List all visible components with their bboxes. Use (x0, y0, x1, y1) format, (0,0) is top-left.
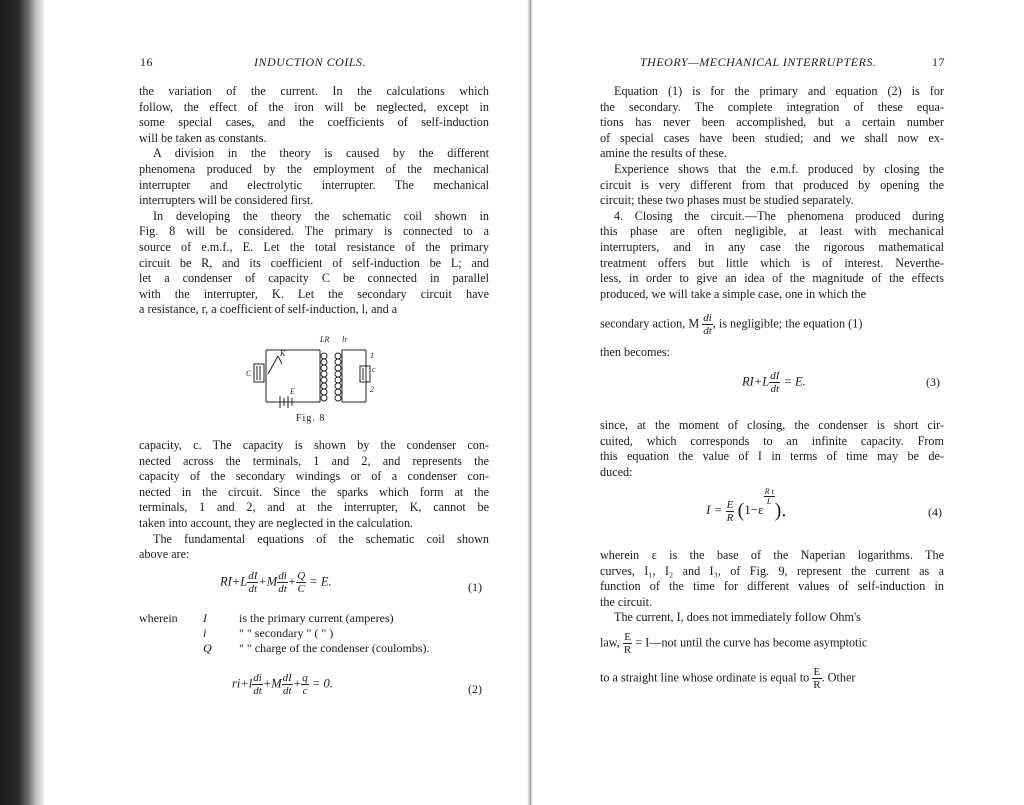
text-line: interrupter and electrolytic interrupter. The mechanical (139, 177, 489, 192)
text-line: In developing the theory the schematic coil shown in (153, 208, 489, 223)
equation-1-number: (1) (468, 580, 482, 594)
text-line: the circuit. (600, 594, 653, 609)
text-line: a resistance, r, a coefficient of self-induction, l, and a (139, 302, 398, 317)
text-line: nected across the terminals, 1 and 2, and represents the (139, 453, 489, 468)
text-line: let a condenser of capacity C be connected in parallel (139, 271, 489, 286)
text-line: wherein ε is the base of the Naperian logarithms. The (600, 548, 944, 562)
right-page-number: 17 (932, 55, 945, 69)
text-line: source of e.m.f., E. Let the total resistance of the primary (139, 239, 489, 254)
left-paragraph-block-1 (139, 84, 489, 318)
text-line: above are: (139, 547, 190, 562)
text-line: function of the time for different values of self-induction in (600, 579, 944, 594)
fig-label-C: C (246, 369, 252, 378)
text-line: interrupters will be considered first. (139, 193, 314, 208)
fig-label-E: E (290, 387, 295, 396)
figure-8-caption: Fig. 8 (296, 413, 326, 424)
last-line: to a straight line whose ordinate is equal to $\frac{E}{R}$ . Other (600, 666, 856, 691)
figure-8-schematic (246, 334, 396, 410)
text-line: Experience shows that the e.m.f. produced by closing the (614, 161, 944, 176)
text-line: The current, I, does not immediately follow Ohm's (614, 610, 861, 625)
text-line: less, in order to give an idea of the magnitude of the effects (600, 271, 944, 286)
text-line: the variation of the current. In the calculations which (139, 84, 489, 98)
text-line: treatment offers but little which is of interest. Neverthe- (600, 255, 944, 270)
equation-2: ri+l $\frac{di}{dt}$ +M $\frac{dI}{dt}$ + $\frac{q}{c}$ = 0. (232, 672, 333, 697)
definition-row: i " " secondary " ( " ) (203, 626, 334, 640)
text-line: since, at the moment of closing, the condenser is short cir- (600, 418, 944, 432)
law-line: law, $\frac{E}{R}$ = I—not until the curve has become asymptotic (600, 631, 868, 656)
text-line: with the interrupter, K. Let the secondary circuit have (139, 286, 489, 301)
fig-label-K: K (280, 349, 286, 358)
text-line: this phase are often negligible, at least with mechanical (600, 224, 944, 239)
text-line: circuit be R, and its coefficient of self-induction be L; and (139, 255, 489, 270)
text-line: The fundamental equations of the schematic coil shown (153, 531, 489, 546)
text-line: Equation (1) is for the primary and equation (2) is for (614, 84, 944, 98)
text-line: Fig. 8 will be considered. The primary is connected to a (139, 224, 489, 239)
fig-label-c: c (372, 365, 376, 374)
equation-4: I = $\frac{E}{R}$ (1−ε $^{\frac{\text{R t}}{L}}$ ). (706, 487, 787, 524)
definition-row: Q " " charge of the condenser (coulombs). (203, 641, 430, 655)
equation-3: RI+L $\frac{dI}{dt}$ = E. (742, 370, 806, 395)
text-line: some special cases, and the coefficients of self-induction (139, 115, 489, 130)
text-line: curves, I₁, I₂ and I₃, of Fig. 9, represent the current as a (600, 563, 944, 578)
text-line: terminals, 1 and 2, and at the interrupter, K, cannot be (139, 500, 489, 515)
text-line: 4. Closing the circuit.—The phenomena produced during (614, 208, 944, 223)
equation-2-number: (2) (468, 682, 482, 696)
right-paragraph-block-1 (600, 84, 944, 302)
fig-label-1: 1 (370, 351, 374, 360)
text-line: circuit; these two phases must be studied separately. (600, 193, 854, 208)
secondary-action-line: secondary action, M $\frac{di}{dt}$ , is negligible; the equation (1) (600, 312, 863, 337)
fig-label-LR: LR (320, 335, 330, 344)
left-page-number: 16 (140, 55, 153, 69)
left-paragraph-block-2 (139, 438, 489, 563)
right-page (533, 0, 1024, 805)
right-paragraph-block-2 (600, 418, 944, 480)
text-line: capacity, c. The capacity is shown by the condenser con- (139, 438, 489, 452)
text-line: produced, we will take a simple case, one in which the (600, 286, 867, 301)
text-line: follow, the effect of the iron will be neglected, except in (139, 99, 489, 114)
fig-label-lr: lr (342, 335, 348, 344)
text-line: capacity of the secondary windings or of a condenser con- (139, 469, 489, 484)
text-line: of special cases have been studied; and we shall now ex- (600, 130, 944, 145)
equation-3-number: (3) (926, 375, 940, 389)
right-running-head: THEORY—MECHANICAL INTERRUPTERS. (640, 55, 877, 69)
equation-4-number: (4) (928, 505, 942, 519)
text-line: interrupters, and in any case the rigorous mathematical (600, 239, 944, 254)
text-line: duced: (600, 464, 633, 479)
text-line: cuited, which corresponds to an infinite capacity. From (600, 433, 944, 448)
text-line: will be taken as constants. (139, 130, 267, 145)
text-line: the secondary. The complete integration of these equa- (600, 99, 944, 114)
left-running-head: INDUCTION COILS. (254, 55, 367, 69)
equation-1: RI+L $\frac{dI}{dt}$ +M $\frac{di}{dt}$ + $\frac{Q}{C}$ = E. (220, 570, 332, 595)
definition-row: I is the primary current (amperes) (203, 611, 394, 625)
fig-label-2: 2 (370, 385, 374, 394)
right-paragraph-block-3 (600, 548, 944, 626)
then-becomes: then becomes: (600, 345, 671, 359)
text-line: nected in the circuit. Since the sparks which form at the (139, 484, 489, 499)
text-line: circuit is very different from that produced by opening the (600, 177, 944, 192)
text-line: A division in the theory is caused by the different (153, 146, 489, 161)
text-line: amine the results of these. (600, 146, 727, 161)
text-line: taken into account, they are neglected in the calculation. (139, 515, 414, 530)
text-line: tions has never been accomplished, but a certain number (600, 115, 944, 130)
text-line: this equation the value of I in terms of time may be de- (600, 449, 944, 464)
definitions-wherein: wherein (139, 611, 178, 625)
text-line: phenomena produced by the employment of the mechanical (139, 161, 489, 176)
